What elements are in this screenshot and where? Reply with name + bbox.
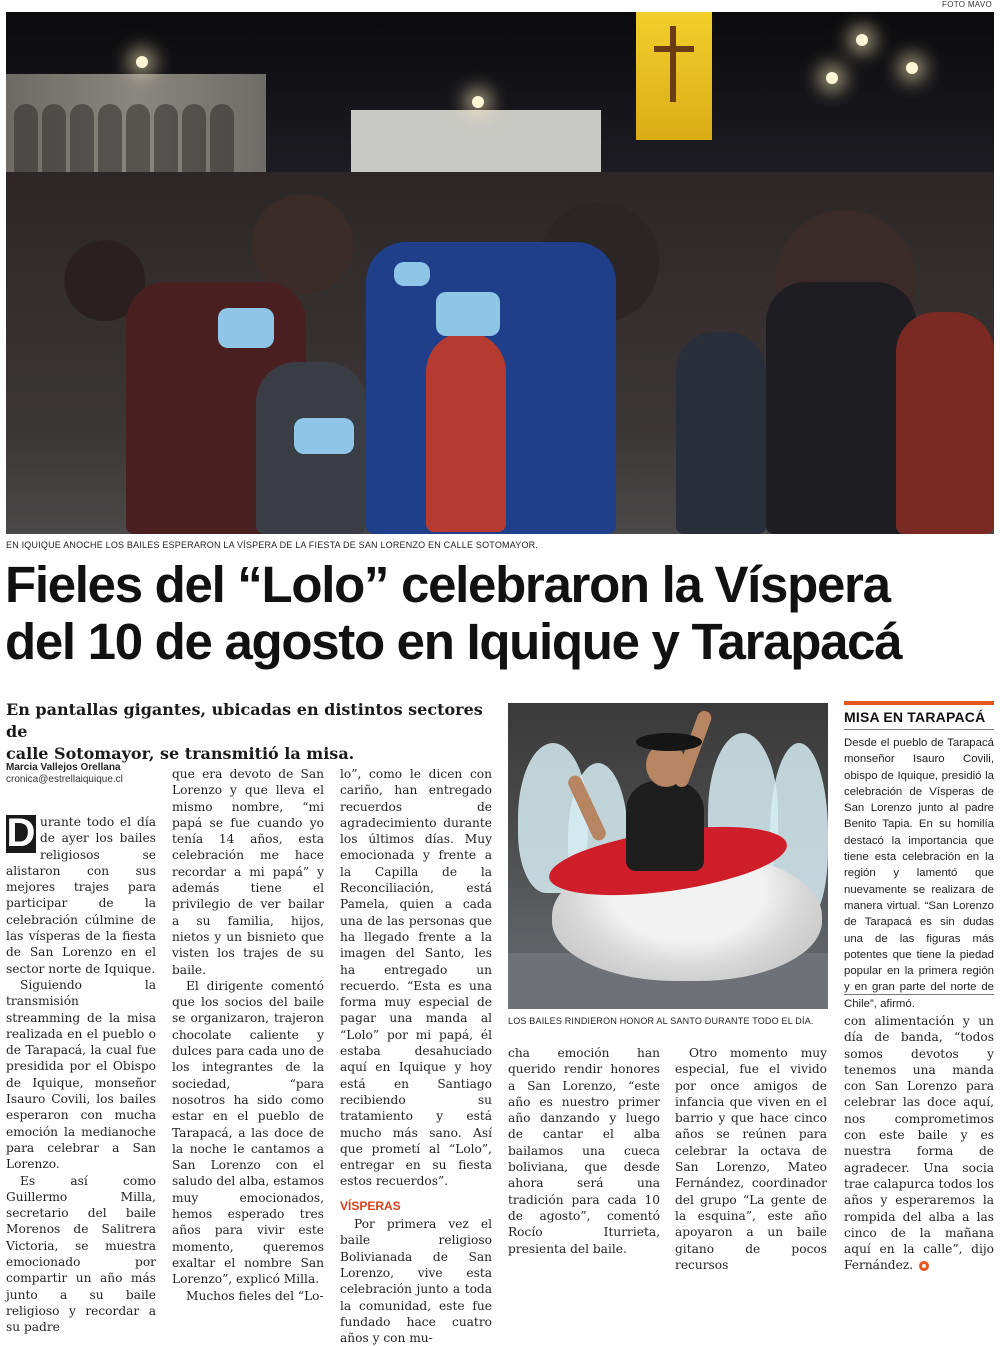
article-column-3 — [340, 766, 492, 1346]
article-paragraph: lo”, como le dicen con cariño, han entregado recuerdos de agradecimiento durante los últimos días. Muy emocionada y frente a la Capilla de la Reconciliación, está Pamela, quien a cada una de las personas que ha llegado frente a la imagen del Santo, les ha entregado un recuerdo. “Esta es una forma muy especial de pagar una manda al “Lolo” por mi papá, él estaba desahuciado aquí en Iquique y hoy está en Santiago recibiendo su tratamiento y está mucho más sano. Así que prometí al “Lolo”, entregar en su fiesta estos recuerdos”. — [340, 767, 492, 1189]
street-light — [906, 62, 918, 74]
dance-photo — [508, 703, 828, 1009]
dance-photo-caption: LOS BAILES RINDIERON HONOR AL SANTO DURANTE TODO EL DÍA. — [508, 1016, 814, 1026]
article-paragraph: D urante todo el día de ayer los bailes religiosos se alistaron con sus mejores trajes para participar de la celebración cúlmine de las vísperas de la fiesta de San Lorenzo en el sector norte de Iquique. — [6, 811, 156, 976]
article-paragraph: con alimentación y un día de banda, “todos somos devotos y tenemos una manda con San Lorenzo para celebrar las doce aquí, nos comprometimos con este baile y es nuestra forma de agradecer. Una socia trae calapurca todos los años y esperaremos la rompida del alba a las cinco de la mañana aquí en la calle”, dijo Fernández. — [844, 1014, 994, 1273]
article-paragraph: Siguiendo la transmisión streamming de la misa realizada en el pueblo o de Tarapacá, la cual fue presidida por el Obispo de Iquique, monseñor Isauro Covili, los bailes esperaron con mucha emoción la medianoche para celebrar a San Lorenzo. — [6, 977, 156, 1172]
sidebar-text: Desde el pueblo de Tarapacá monseñor Isauro Covili, obispo de Iquique, presidió la celebración de Vísperas de San Lorenzo junto al padre Benito Tapia. En su homilía destacó la importancia que tiene esta celebración en la región y lamentó que nuevamente se realizara de manera virtual. “San Lorenzo de Tarapacá es sin dudas una de las figuras más potentes que tiene la piedad popular en la primera región y en gran parte del norte de Chile”, afirmó. — [844, 737, 994, 1010]
article-column-2 — [172, 766, 324, 1303]
article-paragraph: que era devoto de San Lorenzo y que lleva el mismo nombre, “mi papá se fue cuando yo tenía 14 años, esta celebración me hace recordar a mi papá” y además tiene el privilegio de ver bailar a su familia, hijos, nietos y un bisnieto que visten los trajes de su baile. — [172, 767, 324, 977]
sidebar-accent-bar — [844, 701, 994, 705]
face-mask — [218, 308, 274, 348]
article-paragraph: Otro momento muy especial, fue el vivido por once amigos de infancia que viven en el barrio y que hace cinco años se reúnen para celebrar la octava de San Lorenzo, Mateo Fernández, coordinador del grupo “La gente de la esquina”, este año apoyaron a un baile gitano de pocos recursos — [675, 1046, 827, 1272]
byline — [6, 762, 166, 785]
article-paragraph: Muchos fieles del “Lo- — [186, 1288, 324, 1303]
mural-face — [70, 104, 94, 174]
mural-face — [126, 104, 150, 174]
street-light — [856, 34, 868, 46]
lead-line-2: calle Sotomayor, se transmitió la misa. — [6, 744, 355, 763]
street-light — [136, 56, 148, 68]
photo-credit: FOTO MAVO — [942, 0, 992, 9]
face-mask — [394, 262, 430, 286]
article-paragraph: Es así como Guillermo Milla, secretario del baile Morenos de Salitrera Victoria, se muestra emocionado por compartir un año más junto a su baile religioso y recordar a su padre — [6, 1173, 156, 1335]
article-paragraph: El dirigente comentó que los socios del baile se organizaron, trajeron chocolate caliente y dulces para cada uno de los integrantes de la sociedad, “para nosotros ha sido como estar en el pueblo de Tarapacá, a las doce de la noche le cantamos a San Lorenzo con el saludo del alba, estamos muy emocionados, hemos esperado tres años para vivir este momento, queremos exaltar el nombre San Lorenzo”, explicó Milla. — [172, 978, 324, 1287]
author-email[interactable]: cronica@estrellaiquique.cl — [6, 774, 123, 785]
main-photo-caption: EN IQUIQUE ANOCHE LOS BAILES ESPERARON LA VÍSPERA DE LA FIESTA DE SAN LORENZO EN CALLE SOTOMAYOR. — [6, 540, 539, 550]
lead-paragraph — [6, 699, 496, 765]
article-paragraph: cha emoción han querido rendir honores a San Lorenzo, “este año es nuestro primer año danzando y luego de cantar el alba bailamos una cueca boliviana, que desde ahora será una tradición para cada 10 de agosto”, comentó Rocío Iturrieta, presienta del baile. — [508, 1046, 660, 1256]
end-of-article-icon — [919, 1261, 929, 1271]
mural-face — [98, 104, 122, 174]
street-light — [472, 96, 484, 108]
headline-line-2: del 10 de agosto en Iquique y Tarapacá — [5, 613, 902, 670]
mural-face — [14, 104, 38, 174]
article-column-4 — [508, 1045, 660, 1256]
photo-person — [676, 332, 766, 534]
article-column-6 — [844, 1013, 994, 1273]
lead-line-1: En pantallas gigantes, ubicadas en distintos sectores de — [6, 700, 483, 741]
sidebar-title: MISA EN TARAPACÁ — [844, 709, 986, 725]
article-column-1 — [6, 811, 156, 1335]
section-subhead: VÍSPERAS — [340, 1198, 401, 1213]
sidebar-divider-bottom — [844, 994, 994, 995]
mural-face — [182, 104, 206, 174]
dancer-body — [626, 781, 704, 871]
face-mask — [436, 292, 500, 336]
photo-person — [766, 282, 916, 534]
author-name: Marcia Vallejos Orellana — [6, 762, 121, 773]
headline — [5, 556, 1000, 670]
drop-cap: D — [6, 811, 36, 855]
headline-line-1: Fieles del “Lolo” celebraron la Víspera — [5, 556, 890, 613]
article-paragraph: Por primera vez el baile religioso Bolivianada de San Lorenzo, vive esta celebración junto a toda la comunidad, este fue fundado hace cuatro años y con mu- — [340, 1217, 492, 1346]
photo-person — [896, 312, 994, 534]
main-photo — [6, 12, 994, 534]
face-mask — [294, 418, 354, 454]
photo-person — [426, 332, 506, 532]
sidebar-divider — [844, 729, 994, 730]
article-column-5 — [675, 1045, 827, 1272]
mural-face — [210, 104, 234, 174]
mural-face — [154, 104, 178, 174]
street-light — [826, 72, 838, 84]
photo-building — [351, 110, 601, 180]
photo-cross-tower — [636, 12, 712, 140]
mural-face — [42, 104, 66, 174]
dancer-hat — [636, 733, 702, 751]
